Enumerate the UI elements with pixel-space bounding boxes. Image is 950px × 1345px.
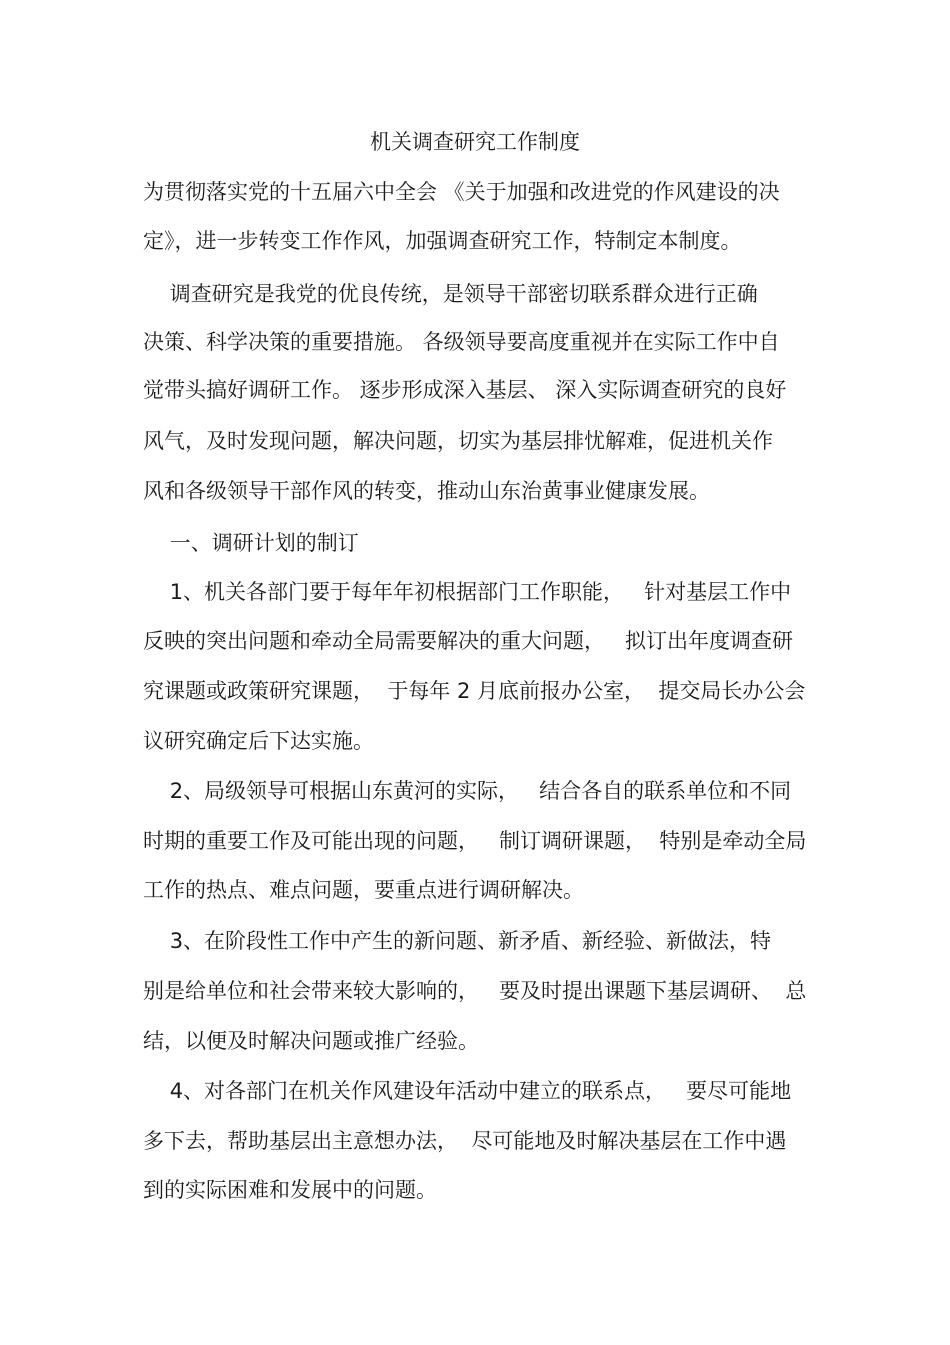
paragraph-line: 2、局级领导可根据山东黄河的实际， 结合各自的联系单位和不同 (143, 779, 792, 803)
paragraph-line: 到的实际困难和发展中的问题。 (143, 1178, 437, 1202)
paragraph-line: 议研究确定后下达实施。 (143, 729, 374, 753)
paragraph-line: 别是给单位和社会带来较大影响的， 要及时提出课题下基层调研、 总 (143, 979, 807, 1003)
document-title: 机关调查研究工作制度 (370, 130, 580, 154)
paragraph-line: 时期的重要工作及可能出现的问题， 制订调研课题， 特别是牵动全局 (143, 829, 807, 853)
paragraph-line: 1、机关各部门要于每年年初根据部门工作职能， 针对基层工作中 (143, 580, 792, 604)
paragraph-line: 决策、科学决策的重要措施。 各级领导要高度重视并在实际工作中自 (143, 330, 780, 354)
paragraph-line: 反映的突出问题和牵动全局需要解决的重大问题， 拟订出年度调查研 (143, 629, 794, 653)
paragraph-line: 究课题或政策研究课题， 于每年 2 月底前报办公室， 提交局长办公会 (143, 679, 806, 703)
paragraph-line: 结，以便及时解决问题或推广经验。 (143, 1029, 479, 1053)
paragraph-line: 为贯彻落实党的十五届六中全会 《关于加强和改进党的作风建设的决 (143, 180, 780, 204)
paragraph-line: 风气，及时发现问题，解决问题，切实为基层排忧解难，促进机关作 (143, 429, 773, 453)
paragraph-line: 调查研究是我党的优良传统，是领导干部密切联系群众进行正确 (143, 282, 758, 306)
paragraph-line: 3、在阶段性工作中产生的新问题、新矛盾、新经验、新做法，特 (143, 929, 772, 953)
paragraph-line: 工作的热点、难点问题，要重点进行调研解决。 (143, 878, 584, 902)
paragraph-line: 多下去，帮助基层出主意想办法， 尽可能地及时解决基层在工作中遇 (143, 1129, 787, 1153)
section-heading: 一、调研计划的制订 (143, 531, 359, 555)
paragraph-line: 觉带头搞好调研工作。 逐步形成深入基层、 深入实际调查研究的良好 (143, 378, 787, 402)
paragraph-line: 风和各级领导干部作风的转变，推动山东治黄事业健康发展。 (143, 479, 710, 503)
paragraph-line: 定》，进一步转变工作作风，加强调查研究工作，特制定本制度。 (143, 229, 742, 253)
paragraph-line: 4、对各部门在机关作风建设年活动中建立的联系点， 要尽可能地 (143, 1079, 792, 1103)
